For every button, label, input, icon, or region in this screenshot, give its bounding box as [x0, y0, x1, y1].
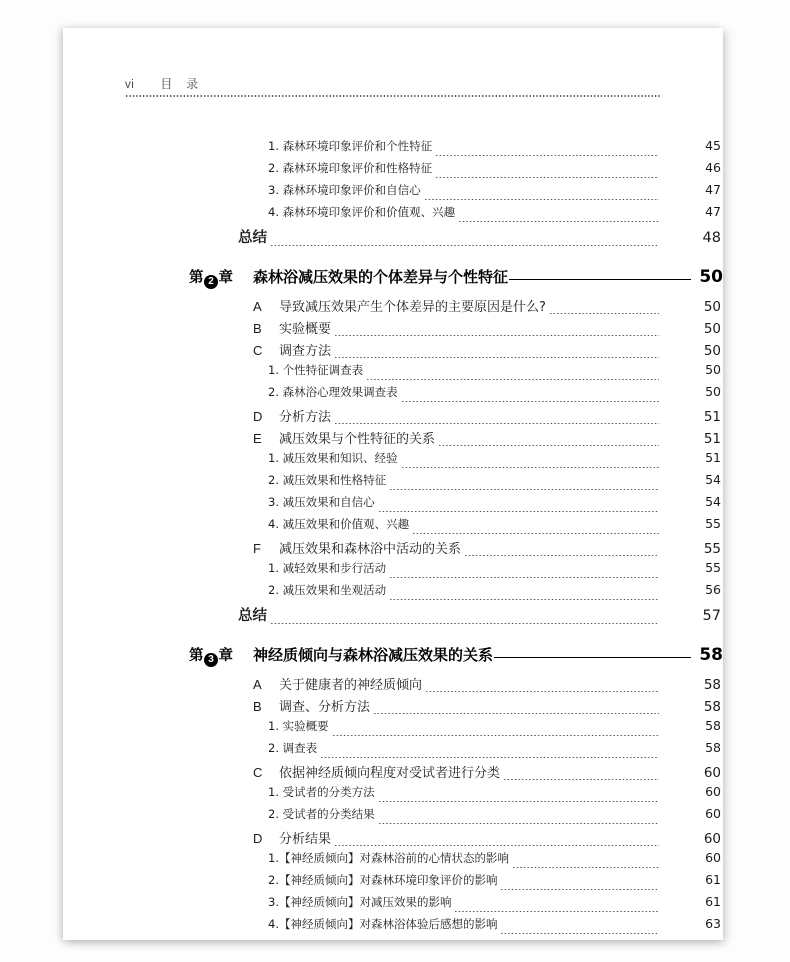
header-dotted-rule	[125, 95, 661, 97]
dot-leader	[334, 335, 659, 336]
toc-entry[interactable]	[63, 406, 723, 428]
toc-entry-page-number: 48	[702, 230, 721, 246]
toc-entry-label: 3. 森林环境印象评价和自信心	[268, 183, 421, 197]
toc-entry-label	[253, 406, 331, 425]
toc-entry-label: 1. 实验概要	[268, 719, 329, 733]
toc-entry-letter: B	[253, 321, 262, 336]
toc-entry[interactable]	[63, 182, 723, 204]
toc-entry[interactable]	[63, 450, 723, 472]
toc-entry-page-number: 51	[703, 409, 721, 425]
dot-leader	[389, 489, 659, 490]
toc-entry-text: 调查方法	[279, 344, 332, 359]
toc-entry-page-number: 58	[705, 718, 721, 733]
page-surface	[63, 28, 723, 940]
toc-entry-page-number: 56	[705, 582, 721, 597]
chapter-rule-leader	[494, 657, 691, 658]
toc-entry-text: 关于健康者的神经质倾向	[279, 678, 423, 693]
toc-entry-page-number: 46	[705, 160, 721, 175]
chapter-number-badge: 3	[204, 653, 218, 667]
page-folio: vi	[125, 79, 135, 91]
toc-entry-text: 减压效果与个性特征的关系	[279, 432, 436, 447]
toc-entry[interactable]	[63, 428, 723, 450]
toc-entry-text: 依据神经质倾向程度对受试者进行分类	[279, 766, 501, 781]
toc-entry-page-number: 58	[705, 740, 721, 755]
dot-leader	[464, 555, 659, 556]
dot-leader	[412, 533, 659, 534]
toc-entry[interactable]	[63, 916, 723, 938]
header-title: 目 录	[160, 77, 204, 91]
toc-entry-page-number: 57	[702, 608, 721, 624]
toc-entry-letter: A	[253, 677, 262, 692]
toc-entry-letter: D	[253, 409, 263, 424]
dot-leader	[435, 177, 659, 178]
dot-leader	[334, 357, 659, 358]
toc-entry-letter: F	[253, 541, 261, 556]
toc-entry-label: 1. 减压效果和知识、经验	[268, 451, 398, 465]
dot-leader	[378, 801, 659, 802]
dot-leader	[458, 221, 659, 222]
toc-entry-letter: B	[253, 699, 262, 714]
toc-entry-text: 分析方法	[279, 410, 332, 425]
toc-entry-page-number: 58	[703, 699, 721, 715]
toc-entry[interactable]	[63, 538, 723, 560]
toc-entry-page-number: 61	[705, 872, 721, 887]
toc-entry[interactable]	[63, 674, 723, 696]
dot-leader	[549, 313, 659, 314]
toc-entry-label: 3.【神经质倾向】对减压效果的影响	[268, 895, 452, 909]
dot-leader	[435, 155, 659, 156]
toc-entry-label	[253, 696, 370, 715]
toc-entry-label	[253, 318, 331, 337]
toc-entry-label	[253, 674, 422, 693]
toc-entry-label: 1. 受试者的分类方法	[268, 785, 375, 799]
toc-entry-label	[253, 762, 500, 781]
toc-entry-page-number: 47	[705, 182, 721, 197]
chapter-number-badge: 2	[204, 275, 218, 289]
toc-entry-page-number: 50	[705, 384, 721, 399]
dot-leader	[378, 511, 659, 512]
dot-leader	[389, 599, 659, 600]
toc-entry-label: 总结	[238, 230, 267, 246]
toc-entry[interactable]	[63, 894, 723, 916]
toc-entry-page-number: 60	[703, 765, 721, 781]
chapter-number	[189, 644, 253, 665]
toc-entry-label: 1. 个性特征调查表	[268, 363, 364, 377]
toc-entry-letter: C	[253, 343, 263, 358]
toc-entry-label: 3. 减压效果和自信心	[268, 495, 375, 509]
toc-entry[interactable]	[63, 850, 723, 872]
chapter-page-number: 58	[699, 645, 723, 665]
dot-leader	[438, 445, 659, 446]
toc-entry[interactable]	[63, 138, 723, 160]
toc-entry-page-number: 55	[705, 516, 721, 531]
toc-entry-page-number: 47	[705, 204, 721, 219]
toc-entry[interactable]	[63, 296, 723, 318]
toc-entry-label	[253, 296, 546, 315]
toc-entry-page-number: 54	[705, 494, 721, 509]
dot-leader	[425, 691, 659, 692]
toc-entry-page-number: 50	[705, 362, 721, 377]
toc-entry-page-number: 50	[703, 321, 721, 337]
toc-entry-page-number: 60	[705, 784, 721, 799]
toc-entry-label: 1. 森林环境印象评价和个性特征	[268, 139, 433, 153]
toc-entry[interactable]	[63, 560, 723, 582]
toc-entry[interactable]	[63, 872, 723, 894]
section-spacer	[63, 628, 723, 644]
dot-leader	[454, 911, 659, 912]
dot-leader	[512, 867, 659, 868]
chapter-page-number: 50	[699, 267, 723, 287]
dot-leader	[320, 757, 659, 758]
toc-chapter-heading[interactable]	[63, 266, 723, 296]
chapter-number-suffix: 章	[218, 270, 233, 286]
toc-entry-letter: E	[253, 431, 262, 446]
toc-entry-label: 4. 森林环境印象评价和价值观、兴趣	[268, 205, 456, 219]
toc-entry-text: 调查、分析方法	[279, 700, 371, 715]
toc-entry-page-number: 45	[705, 138, 721, 153]
toc-entry-page-number: 51	[705, 450, 721, 465]
chapter-title: 森林浴减压效果的个体差异与个性特征	[253, 268, 509, 286]
chapter-rule-leader	[509, 279, 691, 280]
dot-leader	[270, 623, 659, 624]
toc-entry-text: 减压效果和森林浴中活动的关系	[279, 542, 462, 557]
toc-entry-page-number: 60	[705, 806, 721, 821]
toc-entry-page-number: 55	[705, 560, 721, 575]
chapter-number-prefix: 第	[189, 648, 204, 664]
toc-entry[interactable]	[63, 828, 723, 850]
toc-entry[interactable]	[63, 718, 723, 740]
toc-entry-letter: C	[253, 765, 263, 780]
toc-entry-text: 导致减压效果产生个体差异的主要原因是什么?	[279, 300, 546, 315]
toc-entry-page-number: 60	[703, 831, 721, 847]
toc-chapter-heading[interactable]	[63, 644, 723, 674]
dot-leader	[389, 577, 659, 578]
toc-entry-page-number: 55	[703, 541, 721, 557]
toc-entry[interactable]	[63, 362, 723, 384]
dot-leader	[373, 713, 659, 714]
toc-entry-label: 4.【神经质倾向】对森林浴体验后感想的影响	[268, 917, 498, 931]
toc-entry-label	[253, 428, 435, 447]
toc-entry-label: 1.【神经质倾向】对森林浴前的心情状态的影响	[268, 851, 509, 865]
chapter-number-suffix: 章	[218, 648, 233, 664]
dot-leader	[366, 379, 659, 380]
toc-entry-label	[253, 538, 461, 557]
toc-entry[interactable]	[63, 582, 723, 604]
toc-entry-text: 分析结果	[279, 832, 332, 847]
chapter-number-prefix: 第	[189, 270, 204, 286]
dot-leader	[378, 823, 659, 824]
toc-entry-page-number: 51	[703, 431, 721, 447]
toc-entry-page-number: 60	[705, 850, 721, 865]
toc-entry[interactable]	[63, 762, 723, 784]
dot-leader	[424, 199, 659, 200]
toc-entry-label: 2. 受试者的分类结果	[268, 807, 375, 821]
dot-leader	[500, 933, 659, 934]
toc-entry-letter: D	[253, 831, 263, 846]
toc-entry-label: 4. 减压效果和价值观、兴趣	[268, 517, 410, 531]
running-header	[125, 75, 661, 97]
toc-entry-page-number: 61	[705, 894, 721, 909]
toc-entry[interactable]	[63, 740, 723, 762]
toc-entry-label: 2. 减压效果和坐观活动	[268, 583, 387, 597]
toc-entry-label: 2. 森林环境印象评价和性格特征	[268, 161, 433, 175]
toc-entry-label	[253, 828, 331, 847]
dot-leader	[401, 401, 659, 402]
toc-entry-label: 总结	[238, 608, 267, 624]
toc-entry[interactable]	[63, 160, 723, 182]
book-page	[63, 28, 723, 940]
dot-leader	[500, 889, 659, 890]
dot-leader	[334, 423, 659, 424]
toc-entry-page-number: 54	[705, 472, 721, 487]
toc-entry[interactable]	[63, 318, 723, 340]
toc-entry[interactable]	[63, 384, 723, 406]
toc-entry-label	[253, 340, 331, 359]
table-of-contents	[63, 138, 723, 938]
toc-entry-text: 实验概要	[279, 322, 332, 337]
toc-entry-letter: A	[253, 299, 262, 314]
toc-entry-label: 2. 调查表	[268, 741, 318, 755]
toc-entry-page-number: 50	[703, 299, 721, 315]
dot-leader	[401, 467, 659, 468]
toc-entry[interactable]	[63, 604, 723, 628]
toc-entry[interactable]	[63, 226, 723, 250]
dot-leader	[332, 735, 659, 736]
toc-entry-label: 2.【神经质倾向】对森林环境印象评价的影响	[268, 873, 498, 887]
section-spacer	[63, 250, 723, 266]
toc-entry[interactable]	[63, 494, 723, 516]
chapter-title: 神经质倾向与森林浴减压效果的关系	[253, 646, 494, 664]
chapter-number	[189, 266, 253, 287]
dot-leader	[270, 245, 659, 246]
toc-entry[interactable]	[63, 806, 723, 828]
dot-leader	[503, 779, 659, 780]
toc-entry-label: 1. 减轻效果和步行活动	[268, 561, 387, 575]
toc-entry-label: 2. 森林浴心理效果调查表	[268, 385, 398, 399]
toc-entry-page-number: 50	[703, 343, 721, 359]
toc-entry[interactable]	[63, 696, 723, 718]
toc-entry[interactable]	[63, 784, 723, 806]
toc-entry-page-number: 63	[705, 916, 721, 931]
toc-entry[interactable]	[63, 204, 723, 226]
toc-entry-page-number: 58	[703, 677, 721, 693]
toc-entry[interactable]	[63, 516, 723, 538]
toc-entry-label: 2. 减压效果和性格特征	[268, 473, 387, 487]
toc-entry[interactable]	[63, 472, 723, 494]
toc-entry[interactable]	[63, 340, 723, 362]
dot-leader	[334, 845, 659, 846]
